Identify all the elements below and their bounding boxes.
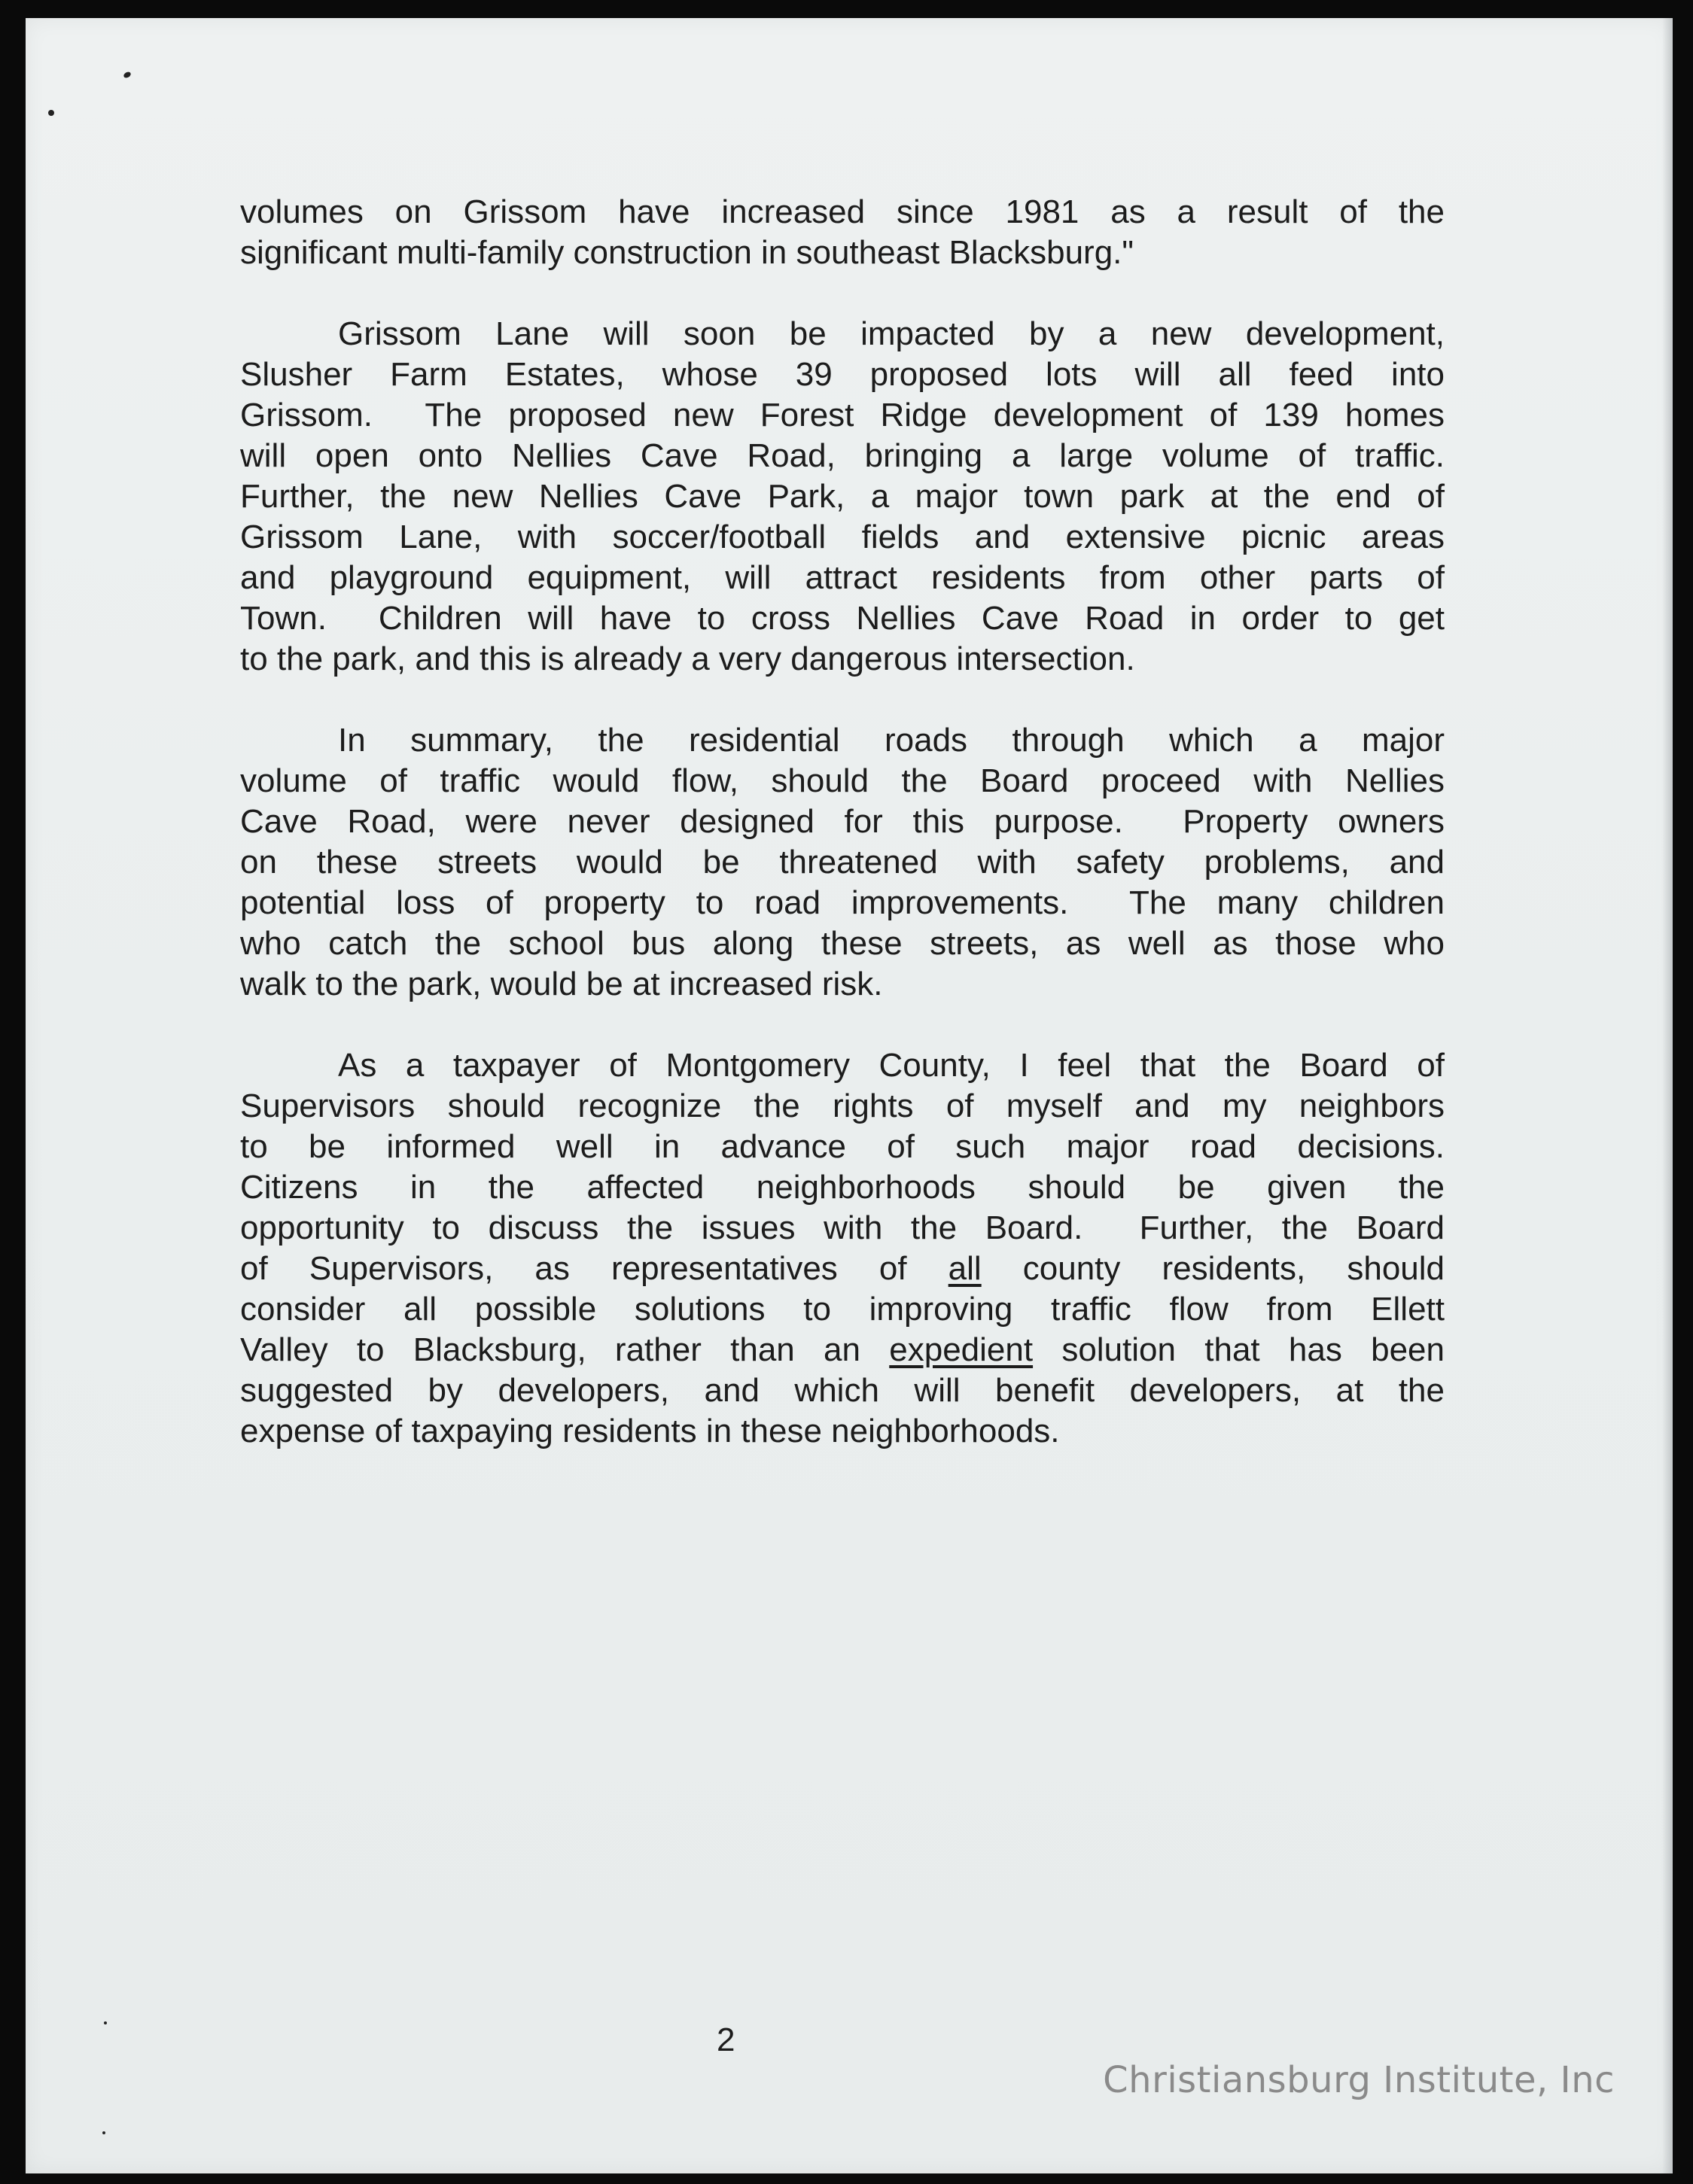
text-line: opportunity to discuss the issues with the Board. Further, the Board <box>240 1209 1445 1246</box>
ink-speck <box>102 2131 105 2134</box>
text-line: Town. Children will have to cross Nellies Cave Road in order to get <box>240 600 1445 637</box>
paragraph <box>240 192 1445 273</box>
ink-speck <box>48 110 54 116</box>
text-line: Cave Road, were never designed for this purpose. Property owners <box>240 803 1445 840</box>
text-line: who catch the school bus along these streets, as well as those who <box>240 925 1445 962</box>
text-line: In summary, the residential roads through which a major <box>338 722 1445 759</box>
text-line: expense of taxpaying residents in these neighborhoods. <box>240 1413 1060 1449</box>
text-line: consider all possible solutions to improving traffic flow from Ellett <box>240 1291 1445 1328</box>
page-number: 2 <box>717 2021 735 2058</box>
text-line: of Supervisors, as representatives of all county residents, should <box>240 1250 1445 1287</box>
text-line: will open onto Nellies Cave Road, bringing a large volume of traffic. <box>240 437 1445 474</box>
text-line: Grissom Lane, with soccer/football fields and extensive picnic areas <box>240 519 1445 555</box>
text-line: suggested by developers, and which will benefit developers, at the <box>240 1372 1445 1409</box>
text-line: to be informed well in advance of such major road decisions. <box>240 1128 1445 1165</box>
ink-speck <box>123 71 132 79</box>
text-line: on these streets would be threatened with safety problems, and <box>240 844 1445 881</box>
ink-speck <box>104 2021 107 2024</box>
text-line: Supervisors should recognize the rights of myself and my neighbors <box>240 1087 1445 1124</box>
text-line: volumes on Grissom have increased since 1981 as a result of the <box>240 193 1445 230</box>
text-line: walk to the park, would be at increased risk. <box>240 966 883 1002</box>
paper-edge-shadow <box>1662 18 1673 2173</box>
paragraph <box>240 1045 1445 1452</box>
text-line: to the park, and this is already a very dangerous intersection. <box>240 640 1135 677</box>
text-line: and playground equipment, will attract residents from other parts of <box>240 559 1445 596</box>
text-line: Further, the new Nellies Cave Park, a major town park at the end of <box>240 478 1445 515</box>
text-line: Grissom. The proposed new Forest Ridge development of 139 homes <box>240 397 1445 433</box>
archive-watermark: Christiansburg Institute, Inc <box>1103 2059 1615 2101</box>
text-line: potential loss of property to road improvements. The many children <box>240 884 1445 921</box>
paragraph <box>240 720 1445 1005</box>
underlined-word: expedient <box>889 1331 1034 1368</box>
text-line: significant multi-family construction in southeast Blacksburg." <box>240 234 1134 271</box>
text-line: Grissom Lane will soon be impacted by a new development, <box>338 315 1445 352</box>
text-line: volume of traffic would flow, should the Board proceed with Nellies <box>240 762 1445 799</box>
text-line: Valley to Blacksburg, rather than an expedient solution that has been <box>240 1331 1445 1368</box>
text-line: Slusher Farm Estates, whose 39 proposed lots will all feed into <box>240 356 1445 393</box>
text-line: As a taxpayer of Montgomery County, I feel that the Board of <box>338 1047 1445 1084</box>
letter-body <box>240 192 1445 1492</box>
paragraph <box>240 314 1445 680</box>
underlined-word: all <box>948 1250 982 1287</box>
text-line: Citizens in the affected neighborhoods should be given the <box>240 1169 1445 1206</box>
